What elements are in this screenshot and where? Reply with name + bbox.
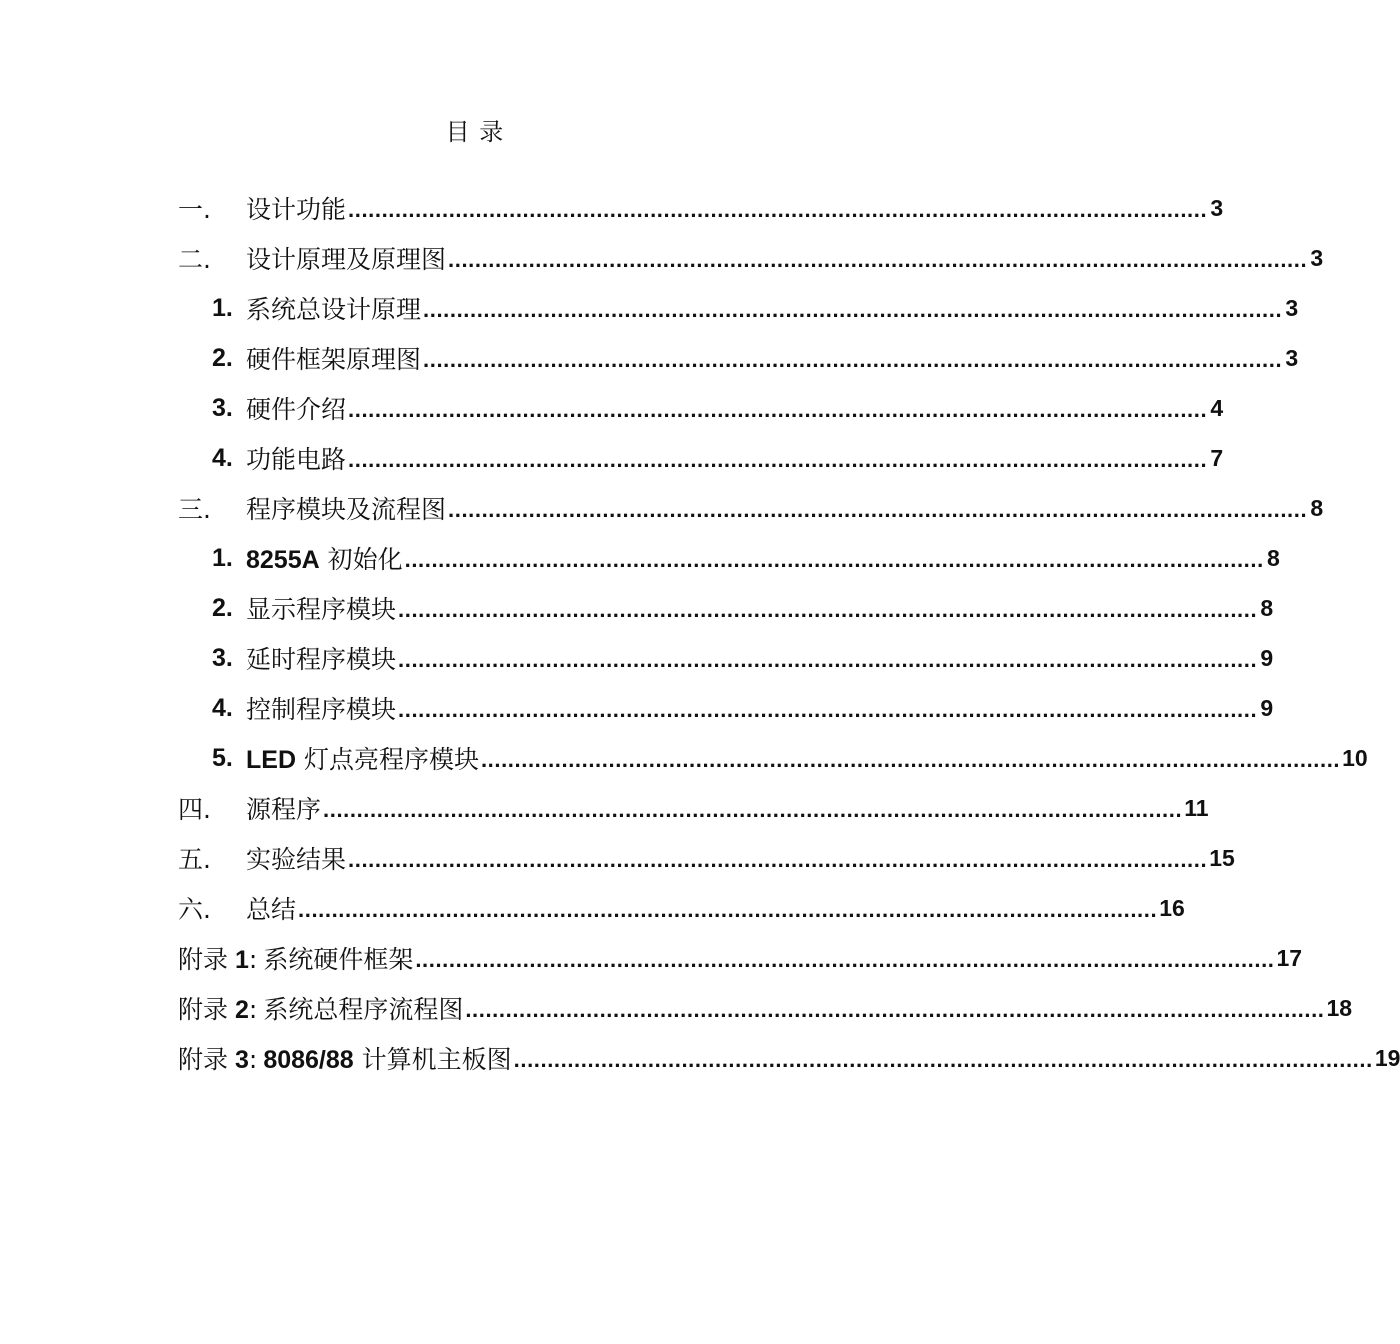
entry-title [246, 740, 479, 776]
toc-entry-level1[interactable] [178, 783, 1209, 833]
entry-page-number: 8 [1260, 594, 1274, 621]
entry-number: 1. [212, 293, 233, 322]
dot-leader: ................................................................................................................................ [348, 847, 1208, 872]
entry-page-number: 19 [1374, 1044, 1400, 1071]
toc-entry-level2[interactable] [178, 583, 1274, 633]
entry-title: 延时程序模块 [246, 645, 397, 674]
entry-number: 1. [212, 543, 233, 572]
appendix-number: 1 [228, 946, 249, 974]
entry-title: 实验结果 [246, 845, 347, 874]
entry-title: 设计原理及原理图 [246, 245, 447, 274]
entry-number-wrap [178, 444, 246, 473]
toc-entry-level2[interactable] [178, 633, 1274, 683]
entry-number: 三. [178, 495, 211, 524]
entry-title: 设计功能 [246, 195, 347, 224]
entry-page-number: 17 [1276, 944, 1303, 971]
entry-number-wrap [178, 294, 246, 323]
dot-leader: ................................................................................................................................ [348, 447, 1208, 472]
toc-entry-level2[interactable] [178, 283, 1299, 333]
entry-number: 2. [212, 343, 233, 372]
entry-number: 二. [178, 245, 211, 274]
entry-page-number: 10 [1342, 744, 1368, 771]
appendix-colon: : [248, 945, 258, 974]
entry-page-number: 16 [1159, 894, 1185, 921]
entry-title-latin: 8086/88 [263, 1046, 354, 1074]
entry-number-wrap [178, 744, 246, 773]
toc-entry-level2[interactable] [178, 383, 1224, 433]
dot-leader: ................................................................................................................................ [423, 347, 1283, 372]
dot-leader: ................................................................................................................................ [465, 997, 1325, 1022]
entry-number [178, 940, 263, 976]
toc-entry-level2[interactable] [178, 433, 1224, 483]
entry-title [246, 540, 403, 576]
entry-number [178, 1040, 263, 1076]
appendix-prefix: 附录 [178, 1045, 229, 1074]
entry-number: 2. [212, 593, 233, 622]
toc-entry-level1[interactable] [178, 833, 1235, 883]
entry-number-wrap [178, 544, 246, 573]
entry-page-number: 15 [1209, 844, 1235, 871]
toc-entry-level1[interactable] [178, 183, 1224, 233]
entry-title: 控制程序模块 [246, 695, 397, 724]
dot-leader: ................................................................................................................................ [348, 397, 1208, 422]
entry-number: 4. [212, 693, 233, 722]
entry-page-number: 9 [1260, 644, 1274, 671]
toc-entry-level1[interactable] [178, 483, 1324, 533]
entry-number-wrap [178, 394, 246, 423]
entry-title: 系统硬件框架 [263, 945, 414, 974]
toc-entry-level2[interactable] [178, 733, 1368, 783]
table-of-contents [178, 183, 1400, 1083]
entry-page-number: 8 [1310, 494, 1324, 521]
entry-page-number: 8 [1267, 544, 1280, 571]
entry-page-number: 3 [1210, 194, 1224, 221]
dot-leader: ................................................................................................................................ [398, 647, 1258, 672]
toc-entry-appendix[interactable] [178, 933, 1303, 983]
dot-leader: ................................................................................................................................ [298, 897, 1158, 922]
toc-entry-level2[interactable] [178, 333, 1299, 383]
dot-leader: ................................................................................................................................ [448, 247, 1308, 272]
entry-page-number: 18 [1326, 994, 1353, 1021]
entry-number: 3. [212, 393, 233, 422]
toc-entry-level2[interactable] [178, 683, 1274, 733]
entry-number: 5. [212, 743, 233, 772]
dot-leader: ................................................................................................................................ [398, 597, 1258, 622]
dot-leader: ................................................................................................................................ [513, 1047, 1373, 1072]
dot-leader: ................................................................................................................................ [398, 697, 1258, 722]
entry-title: 总结 [246, 895, 297, 924]
toc-entry-level2[interactable] [178, 533, 1280, 583]
dot-leader: ................................................................................................................................ [448, 497, 1308, 522]
entry-title: 系统总程序流程图 [263, 995, 464, 1024]
dot-leader: ................................................................................................................................ [480, 747, 1341, 772]
entry-page-number: 9 [1260, 694, 1274, 721]
entry-number: 四. [178, 795, 211, 824]
entry-page-number: 4 [1210, 394, 1224, 421]
entry-number-wrap [178, 594, 246, 623]
entry-number-wrap [178, 694, 246, 723]
entry-title-latin: LED [246, 746, 296, 774]
entry-title-cjk: 计算机主板图 [353, 1045, 512, 1074]
entry-number-wrap [178, 344, 246, 373]
entry-title-cjk: 初始化 [319, 545, 403, 574]
appendix-number: 2 [228, 996, 249, 1024]
dot-leader: ................................................................................................................................ [423, 297, 1283, 322]
entry-title: 源程序 [246, 795, 322, 824]
toc-entry-appendix[interactable] [178, 1033, 1400, 1083]
toc-entry-level1[interactable] [178, 233, 1324, 283]
entry-title: 硬件介绍 [246, 395, 347, 424]
appendix-prefix: 附录 [178, 995, 229, 1024]
entry-title: 功能电路 [246, 445, 347, 474]
entry-title [263, 1040, 511, 1076]
entry-number [178, 990, 263, 1026]
entry-number: 六. [178, 895, 211, 924]
dot-leader: ................................................................................................................................ [348, 197, 1208, 222]
entry-title-latin: 8255A [246, 546, 320, 574]
toc-title: 目 录 [445, 118, 505, 146]
appendix-number: 3 [228, 1046, 249, 1074]
entry-title: 系统总设计原理 [246, 295, 422, 324]
toc-entry-appendix[interactable] [178, 983, 1353, 1033]
entry-title: 显示程序模块 [246, 595, 397, 624]
entry-page-number: 11 [1184, 794, 1209, 821]
entry-number: 五. [178, 845, 211, 874]
toc-entry-level1[interactable] [178, 883, 1185, 933]
dot-leader: ................................................................................................................................ [415, 947, 1275, 972]
entry-title-cjk: 灯点亮程序模块 [296, 745, 479, 774]
entry-number-wrap [178, 644, 246, 673]
dot-leader: ................................................................................................................................ [404, 547, 1264, 572]
appendix-prefix: 附录 [178, 945, 229, 974]
entry-number: 3. [212, 643, 233, 672]
entry-title: 硬件框架原理图 [246, 345, 422, 374]
dot-leader: ................................................................................................................................ [323, 797, 1183, 822]
entry-number: 4. [212, 443, 233, 472]
appendix-colon: : [248, 1045, 258, 1074]
appendix-colon: : [248, 995, 258, 1024]
entry-page-number: 7 [1210, 444, 1224, 471]
entry-page-number: 3 [1285, 344, 1299, 371]
entry-page-number: 3 [1310, 244, 1324, 271]
entry-number: 一. [178, 195, 211, 224]
entry-title: 程序模块及流程图 [246, 495, 447, 524]
entry-page-number: 3 [1285, 294, 1299, 321]
